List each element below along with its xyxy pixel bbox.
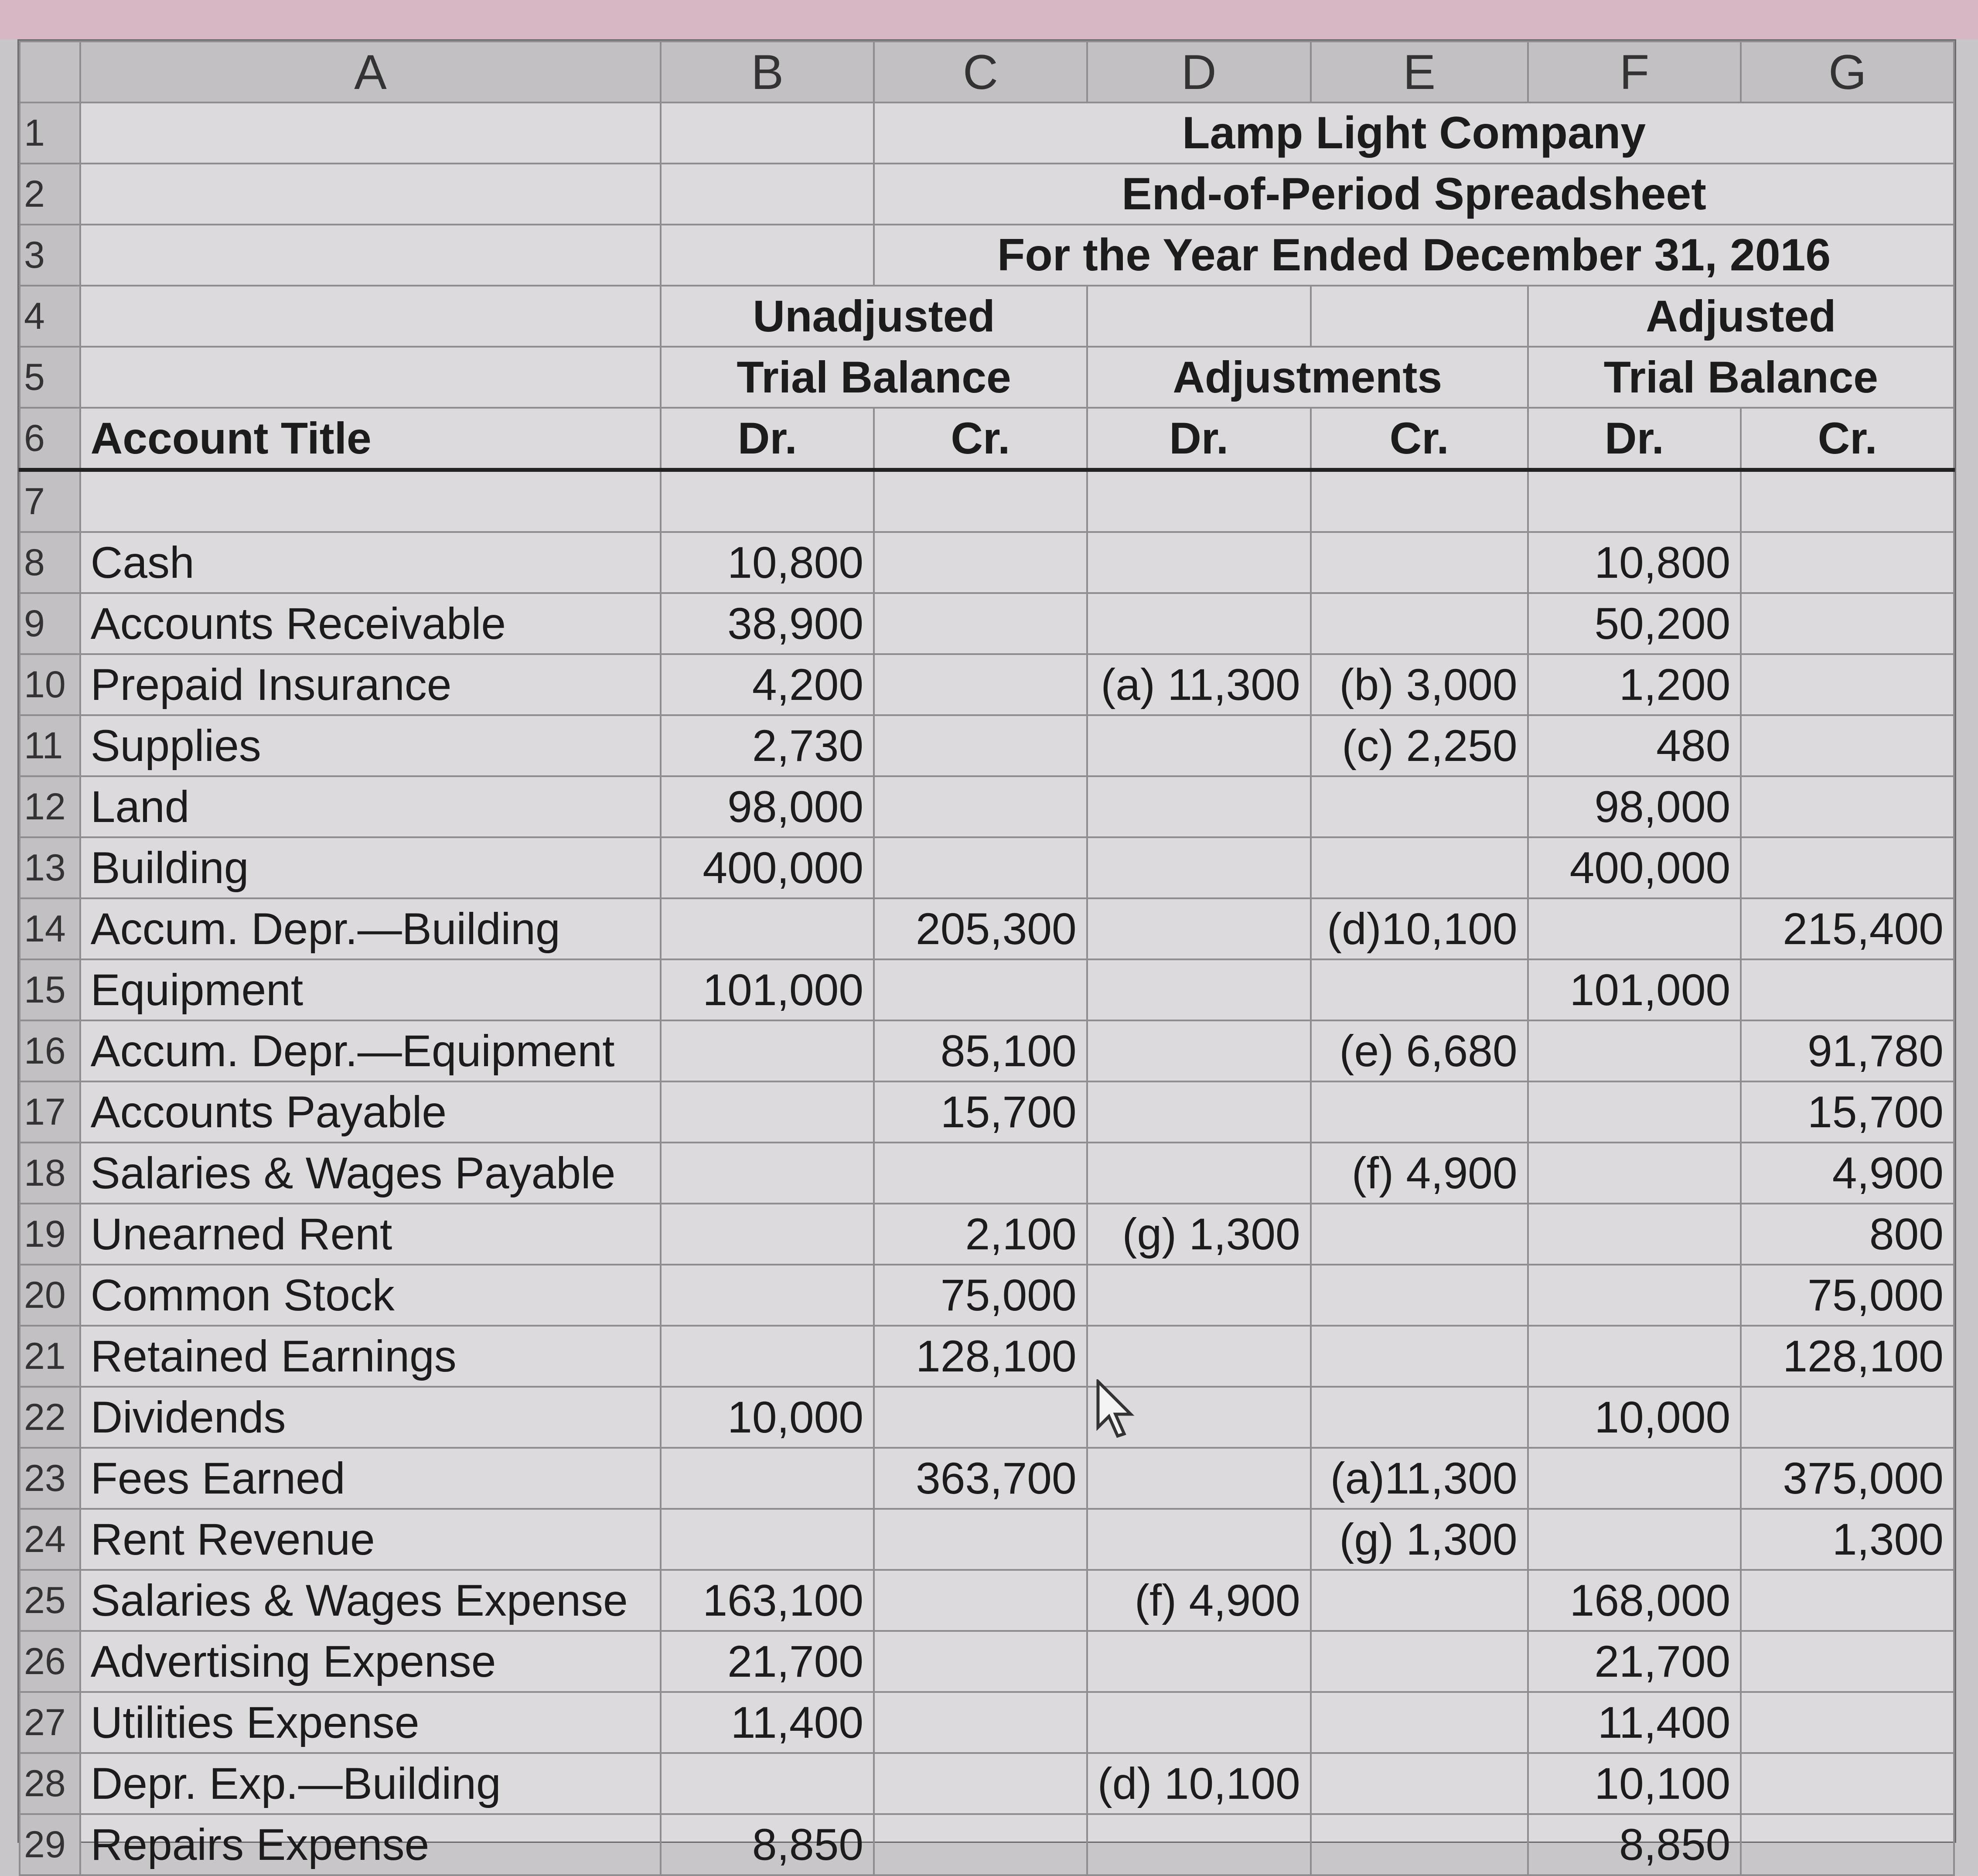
unadjusted-dr-cell[interactable] (661, 1753, 874, 1814)
adjusted-dr-cell[interactable]: 400,000 (1528, 837, 1741, 898)
column-header-f[interactable]: F (1528, 41, 1741, 102)
cell-b3[interactable] (661, 225, 874, 286)
account-title-cell[interactable]: Equipment (80, 959, 661, 1020)
account-title-cell[interactable]: Accum. Depr.—Equipment (80, 1020, 661, 1081)
adjustments-cr-cell[interactable] (1311, 1081, 1528, 1143)
adjustments-dr-cell[interactable]: (f) 4,900 (1087, 1570, 1311, 1631)
account-title-cell[interactable]: Common Stock (80, 1265, 661, 1326)
row-header[interactable]: 24 (20, 1509, 80, 1570)
unadjusted-cr-cell[interactable] (874, 1570, 1087, 1631)
adjusted-dr-header[interactable]: Dr. (1528, 408, 1741, 470)
table-row (20, 959, 1954, 1020)
adjustments-dr-cell[interactable] (1087, 532, 1311, 593)
adjusted-cr-cell[interactable]: 15,700 (1741, 1081, 1954, 1143)
adjusted-cr-cell[interactable]: 375,000 (1741, 1448, 1954, 1509)
adjusted-dr-cell[interactable]: 50,200 (1528, 593, 1741, 654)
adjustments-cr-cell[interactable] (1311, 1631, 1528, 1692)
unadjusted-dr-cell[interactable] (661, 1020, 874, 1081)
unadjusted-cr-cell[interactable]: 2,100 (874, 1204, 1087, 1265)
unadjusted-header-line2[interactable]: Trial Balance (661, 347, 1087, 408)
unadjusted-dr-cell[interactable] (661, 1448, 874, 1509)
adjusted-header-line1[interactable]: Adjusted (1528, 286, 1954, 347)
adjusted-dr-cell[interactable]: 8,850 (1528, 1814, 1741, 1875)
adjusted-dr-cell[interactable]: 10,000 (1528, 1387, 1741, 1448)
cell-a3[interactable] (80, 225, 661, 286)
adjusted-cr-cell[interactable] (1741, 1814, 1954, 1875)
unadjusted-dr-cell[interactable] (661, 1081, 874, 1143)
account-title-cell[interactable]: Depr. Exp.—Building (80, 1753, 661, 1814)
table-row (20, 1753, 1954, 1814)
cell-a5[interactable] (80, 347, 661, 408)
table-row (20, 532, 1954, 593)
unadjusted-cr-cell[interactable]: 85,100 (874, 1020, 1087, 1081)
adjustments-cr-cell[interactable]: (d)10,100 (1311, 898, 1528, 959)
account-title-cell[interactable]: Accum. Depr.—Building (80, 898, 661, 959)
adjusted-dr-cell[interactable]: 101,000 (1528, 959, 1741, 1020)
adjusted-dr-cell[interactable]: 10,800 (1528, 532, 1741, 593)
account-title-cell[interactable]: Dividends (80, 1387, 661, 1448)
unadjusted-cr-cell[interactable] (874, 1692, 1087, 1753)
adjusted-cr-cell[interactable]: 800 (1741, 1204, 1954, 1265)
adjusted-cr-cell[interactable]: 75,000 (1741, 1265, 1954, 1326)
account-title-cell[interactable]: Accounts Payable (80, 1081, 661, 1143)
unadjusted-dr-cell[interactable] (661, 1326, 874, 1387)
column-header-a[interactable]: A (80, 41, 661, 102)
adjusted-dr-cell[interactable] (1528, 1509, 1741, 1570)
unadjusted-cr-cell[interactable]: 15,700 (874, 1081, 1087, 1143)
unadjusted-dr-cell[interactable]: 98,000 (661, 776, 874, 837)
table-row (20, 1509, 1954, 1570)
unadjusted-dr-cell[interactable]: 11,400 (661, 1692, 874, 1753)
row-header-1[interactable]: 1 (20, 102, 80, 164)
spreadsheet-grid (19, 41, 1955, 1876)
row-header[interactable]: 13 (20, 837, 80, 898)
row-header[interactable]: 15 (20, 959, 80, 1020)
adjustments-cr-cell[interactable] (1311, 1692, 1528, 1753)
unadjusted-dr-cell[interactable]: 4,200 (661, 654, 874, 715)
column-header-e[interactable]: E (1311, 41, 1528, 102)
unadjusted-cr-cell[interactable] (874, 1753, 1087, 1814)
table-row (20, 837, 1954, 898)
adjusted-dr-cell[interactable] (1528, 1143, 1741, 1204)
window-top-strip (0, 0, 1978, 39)
adjusted-dr-cell[interactable]: 1,200 (1528, 654, 1741, 715)
cell-b2[interactable] (661, 164, 874, 225)
cell-a4[interactable] (80, 286, 661, 347)
adjusted-dr-cell[interactable]: 11,400 (1528, 1692, 1741, 1753)
table-row (20, 1326, 1954, 1387)
unadjusted-cr-cell[interactable] (874, 532, 1087, 593)
adjustments-cr-cell[interactable]: (f) 4,900 (1311, 1143, 1528, 1204)
column-header-b[interactable]: B (661, 41, 874, 102)
adjusted-cr-cell[interactable] (1741, 1692, 1954, 1753)
adjusted-cr-cell[interactable] (1741, 1753, 1954, 1814)
table-row (20, 1814, 1954, 1875)
adjusted-cr-cell[interactable] (1741, 776, 1954, 837)
mouse-cursor-icon (1096, 1379, 1144, 1440)
adjusted-cr-cell[interactable] (1741, 837, 1954, 898)
row-header[interactable]: 9 (20, 593, 80, 654)
adjustments-cr-cell[interactable] (1311, 593, 1528, 654)
report-name[interactable]: End-of-Period Spreadsheet (874, 164, 1954, 225)
adjusted-dr-cell[interactable] (1528, 1081, 1741, 1143)
adjustments-cr-cell[interactable] (1311, 1814, 1528, 1875)
adjustments-dr-cell[interactable] (1087, 1692, 1311, 1753)
column-header-c[interactable]: C (874, 41, 1087, 102)
adjustments-dr-cell[interactable] (1087, 776, 1311, 837)
account-title-cell[interactable]: Salaries & Wages Payable (80, 1143, 661, 1204)
row-header[interactable]: 21 (20, 1326, 80, 1387)
adjustments-cr-cell[interactable]: (g) 1,300 (1311, 1509, 1528, 1570)
adjusted-dr-cell[interactable] (1528, 898, 1741, 959)
company-name[interactable]: Lamp Light Company (874, 102, 1954, 164)
unadjusted-cr-header[interactable]: Cr. (874, 408, 1087, 470)
row-header[interactable]: 12 (20, 776, 80, 837)
unadjusted-cr-cell[interactable]: 363,700 (874, 1448, 1087, 1509)
table-row (20, 1204, 1954, 1265)
adjusted-cr-cell[interactable] (1741, 959, 1954, 1020)
adjusted-dr-cell[interactable]: 168,000 (1528, 1570, 1741, 1631)
adjusted-dr-cell[interactable] (1528, 1448, 1741, 1509)
table-row (20, 1143, 1954, 1204)
adjustments-dr-cell[interactable] (1087, 898, 1311, 959)
adjusted-dr-cell[interactable] (1528, 1265, 1741, 1326)
cell-e7[interactable] (1311, 470, 1528, 532)
adjusted-cr-header[interactable]: Cr. (1741, 408, 1954, 470)
cell-a2[interactable] (80, 164, 661, 225)
row-header-4[interactable]: 4 (20, 286, 80, 347)
row-header-6[interactable]: 6 (20, 408, 80, 470)
adjustments-cr-cell[interactable] (1311, 1204, 1528, 1265)
unadjusted-cr-cell[interactable] (874, 1143, 1087, 1204)
report-period[interactable]: For the Year Ended December 31, 2016 (874, 225, 1954, 286)
row-header-7[interactable]: 7 (20, 470, 80, 532)
account-title-cell[interactable]: Unearned Rent (80, 1204, 661, 1265)
unadjusted-cr-cell[interactable] (874, 1814, 1087, 1875)
unadjusted-cr-cell[interactable]: 128,100 (874, 1326, 1087, 1387)
adjusted-dr-cell[interactable] (1528, 1204, 1741, 1265)
account-title-cell[interactable]: Building (80, 837, 661, 898)
unadjusted-cr-cell[interactable] (874, 1387, 1087, 1448)
row-header[interactable]: 26 (20, 1631, 80, 1692)
adjusted-cr-cell[interactable] (1741, 1387, 1954, 1448)
table-row (20, 1081, 1954, 1143)
corner-cell[interactable] (20, 41, 80, 102)
adjustments-cr-cell[interactable] (1311, 1265, 1528, 1326)
adjustments-cr-cell[interactable] (1311, 837, 1528, 898)
adjustments-cr-cell[interactable] (1311, 1570, 1528, 1631)
account-title-cell[interactable]: Land (80, 776, 661, 837)
adjustments-cr-cell[interactable] (1311, 1387, 1528, 1448)
unadjusted-dr-cell[interactable] (661, 1265, 874, 1326)
unadjusted-cr-cell[interactable] (874, 776, 1087, 837)
unadjusted-cr-cell[interactable] (874, 1631, 1087, 1692)
unadjusted-cr-cell[interactable] (874, 715, 1087, 776)
unadjusted-cr-cell[interactable] (874, 837, 1087, 898)
cell-a1[interactable] (80, 102, 661, 164)
adjustments-cr-cell[interactable] (1311, 532, 1528, 593)
unadjusted-dr-cell[interactable]: 163,100 (661, 1570, 874, 1631)
row-header[interactable]: 23 (20, 1448, 80, 1509)
table-row (20, 1692, 1954, 1753)
adjustments-cr-cell[interactable]: (c) 2,250 (1311, 715, 1528, 776)
account-title-cell[interactable]: Rent Revenue (80, 1509, 661, 1570)
unadjusted-header-line1[interactable]: Unadjusted (661, 286, 1087, 347)
adjusted-header-line2[interactable]: Trial Balance (1528, 347, 1954, 408)
cell-g7[interactable] (1741, 470, 1954, 532)
account-title-cell[interactable]: Advertising Expense (80, 1631, 661, 1692)
table-row (20, 898, 1954, 959)
adjustments-dr-cell[interactable] (1087, 715, 1311, 776)
unadjusted-dr-cell[interactable] (661, 1143, 874, 1204)
adjustments-dr-cell[interactable] (1087, 959, 1311, 1020)
adjusted-cr-cell[interactable] (1741, 1570, 1954, 1631)
adjusted-dr-cell[interactable]: 10,100 (1528, 1753, 1741, 1814)
unadjusted-dr-cell[interactable] (661, 1509, 874, 1570)
adjustments-dr-cell[interactable] (1087, 837, 1311, 898)
unadjusted-dr-cell[interactable]: 10,000 (661, 1387, 874, 1448)
unadjusted-dr-cell[interactable]: 400,000 (661, 837, 874, 898)
adjustments-dr-cell[interactable] (1087, 1448, 1311, 1509)
adjusted-cr-cell[interactable] (1741, 654, 1954, 715)
adjustments-dr-cell[interactable] (1087, 1509, 1311, 1570)
account-title-cell[interactable]: Repairs Expense (80, 1814, 661, 1875)
adjusted-cr-cell[interactable] (1741, 715, 1954, 776)
account-title-header[interactable]: Account Title (80, 408, 661, 470)
adjusted-dr-cell[interactable]: 480 (1528, 715, 1741, 776)
unadjusted-dr-cell[interactable] (661, 1204, 874, 1265)
row-header[interactable]: 8 (20, 532, 80, 593)
adjustments-cr-cell[interactable] (1311, 1753, 1528, 1814)
adjustments-dr-cell[interactable] (1087, 1814, 1311, 1875)
table-row (20, 654, 1954, 715)
row-header[interactable]: 11 (20, 715, 80, 776)
adjustments-cr-cell[interactable] (1311, 776, 1528, 837)
row-header[interactable]: 18 (20, 1143, 80, 1204)
account-title-cell[interactable]: Utilities Expense (80, 1692, 661, 1753)
row-header[interactable]: 19 (20, 1204, 80, 1265)
account-title-cell[interactable]: Salaries & Wages Expense (80, 1570, 661, 1631)
table-row (20, 1020, 1954, 1081)
table-row (20, 1387, 1954, 1448)
account-title-cell[interactable]: Accounts Receivable (80, 593, 661, 654)
column-header-d[interactable]: D (1087, 41, 1311, 102)
row-header[interactable]: 22 (20, 1387, 80, 1448)
row-header-2[interactable]: 2 (20, 164, 80, 225)
adjustments-dr-header[interactable]: Dr. (1087, 408, 1311, 470)
adjustments-cr-cell[interactable]: (e) 6,680 (1311, 1020, 1528, 1081)
unadjusted-dr-cell[interactable]: 21,700 (661, 1631, 874, 1692)
row-header[interactable]: 27 (20, 1692, 80, 1753)
cell-f7[interactable] (1528, 470, 1741, 532)
table-row (20, 776, 1954, 837)
adjustments-cr-header[interactable]: Cr. (1311, 408, 1528, 470)
cell-d7[interactable] (1087, 470, 1311, 532)
table-row (20, 1570, 1954, 1631)
adjustments-cr-cell[interactable]: (a)11,300 (1311, 1448, 1528, 1509)
unadjusted-dr-header[interactable]: Dr. (661, 408, 874, 470)
cell-c7[interactable] (874, 470, 1087, 532)
adjusted-cr-cell[interactable]: 128,100 (1741, 1326, 1954, 1387)
adjustments-dr-cell[interactable] (1087, 593, 1311, 654)
row-header[interactable]: 10 (20, 654, 80, 715)
unadjusted-cr-cell[interactable] (874, 593, 1087, 654)
unadjusted-dr-cell[interactable]: 8,850 (661, 1814, 874, 1875)
table-row (20, 1265, 1954, 1326)
unadjusted-dr-cell[interactable]: 101,000 (661, 959, 874, 1020)
cell-d4[interactable] (1087, 286, 1311, 347)
unadjusted-dr-cell[interactable]: 10,800 (661, 532, 874, 593)
adjusted-cr-cell[interactable]: 4,900 (1741, 1143, 1954, 1204)
table-row (20, 593, 1954, 654)
account-title-cell[interactable]: Retained Earnings (80, 1326, 661, 1387)
adjustments-cr-cell[interactable] (1311, 1326, 1528, 1387)
row-header[interactable]: 28 (20, 1753, 80, 1814)
unadjusted-cr-cell[interactable] (874, 654, 1087, 715)
adjusted-cr-cell[interactable] (1741, 532, 1954, 593)
adjusted-dr-cell[interactable] (1528, 1326, 1741, 1387)
adjusted-cr-cell[interactable] (1741, 593, 1954, 654)
unadjusted-cr-cell[interactable] (874, 959, 1087, 1020)
account-title-cell[interactable]: Fees Earned (80, 1448, 661, 1509)
account-title-cell[interactable]: Prepaid Insurance (80, 654, 661, 715)
table-row (20, 1448, 1954, 1509)
row-header[interactable]: 16 (20, 1020, 80, 1081)
column-header-g[interactable]: G (1741, 41, 1954, 102)
cell-b1[interactable] (661, 102, 874, 164)
cell-b7[interactable] (661, 470, 874, 532)
unadjusted-cr-cell[interactable] (874, 1509, 1087, 1570)
table-row (20, 715, 1954, 776)
adjustments-header[interactable]: Adjustments (1087, 347, 1528, 408)
adjustments-dr-cell[interactable] (1087, 1020, 1311, 1081)
adjustments-dr-cell[interactable]: (g) 1,300 (1087, 1204, 1311, 1265)
unadjusted-dr-cell[interactable]: 2,730 (661, 715, 874, 776)
adjustments-dr-cell[interactable] (1087, 1143, 1311, 1204)
adjustments-dr-cell[interactable]: (d) 10,100 (1087, 1753, 1311, 1814)
adjusted-dr-cell[interactable]: 98,000 (1528, 776, 1741, 837)
spreadsheet (17, 39, 1956, 1869)
row-header[interactable]: 14 (20, 898, 80, 959)
cell-e4[interactable] (1311, 286, 1528, 347)
adjusted-cr-cell[interactable] (1741, 1631, 1954, 1692)
row-header[interactable]: 29 (20, 1814, 80, 1875)
account-title-cell[interactable]: Cash (80, 532, 661, 593)
adjusted-cr-cell[interactable]: 91,780 (1741, 1020, 1954, 1081)
adjustments-dr-cell[interactable] (1087, 1631, 1311, 1692)
row-header-3[interactable]: 3 (20, 225, 80, 286)
row-header-5[interactable]: 5 (20, 347, 80, 408)
unadjusted-dr-cell[interactable]: 38,900 (661, 593, 874, 654)
adjusted-cr-cell[interactable]: 1,300 (1741, 1509, 1954, 1570)
adjustments-cr-cell[interactable] (1311, 959, 1528, 1020)
adjustments-dr-cell[interactable] (1087, 1326, 1311, 1387)
table-row (20, 1631, 1954, 1692)
adjustments-cr-cell[interactable]: (b) 3,000 (1311, 654, 1528, 715)
adjustments-dr-cell[interactable]: (a) 11,300 (1087, 654, 1311, 715)
unadjusted-cr-cell[interactable]: 75,000 (874, 1265, 1087, 1326)
account-rows (20, 532, 1954, 1875)
unadjusted-cr-cell[interactable]: 205,300 (874, 898, 1087, 959)
adjustments-dr-cell[interactable] (1087, 1081, 1311, 1143)
adjusted-dr-cell[interactable]: 21,700 (1528, 1631, 1741, 1692)
adjusted-cr-cell[interactable]: 215,400 (1741, 898, 1954, 959)
row-header[interactable]: 20 (20, 1265, 80, 1326)
row-header[interactable]: 25 (20, 1570, 80, 1631)
account-title-cell[interactable]: Supplies (80, 715, 661, 776)
unadjusted-dr-cell[interactable] (661, 898, 874, 959)
row-header[interactable]: 17 (20, 1081, 80, 1143)
adjustments-dr-cell[interactable] (1087, 1265, 1311, 1326)
cell-a7[interactable] (80, 470, 661, 532)
adjusted-dr-cell[interactable] (1528, 1020, 1741, 1081)
